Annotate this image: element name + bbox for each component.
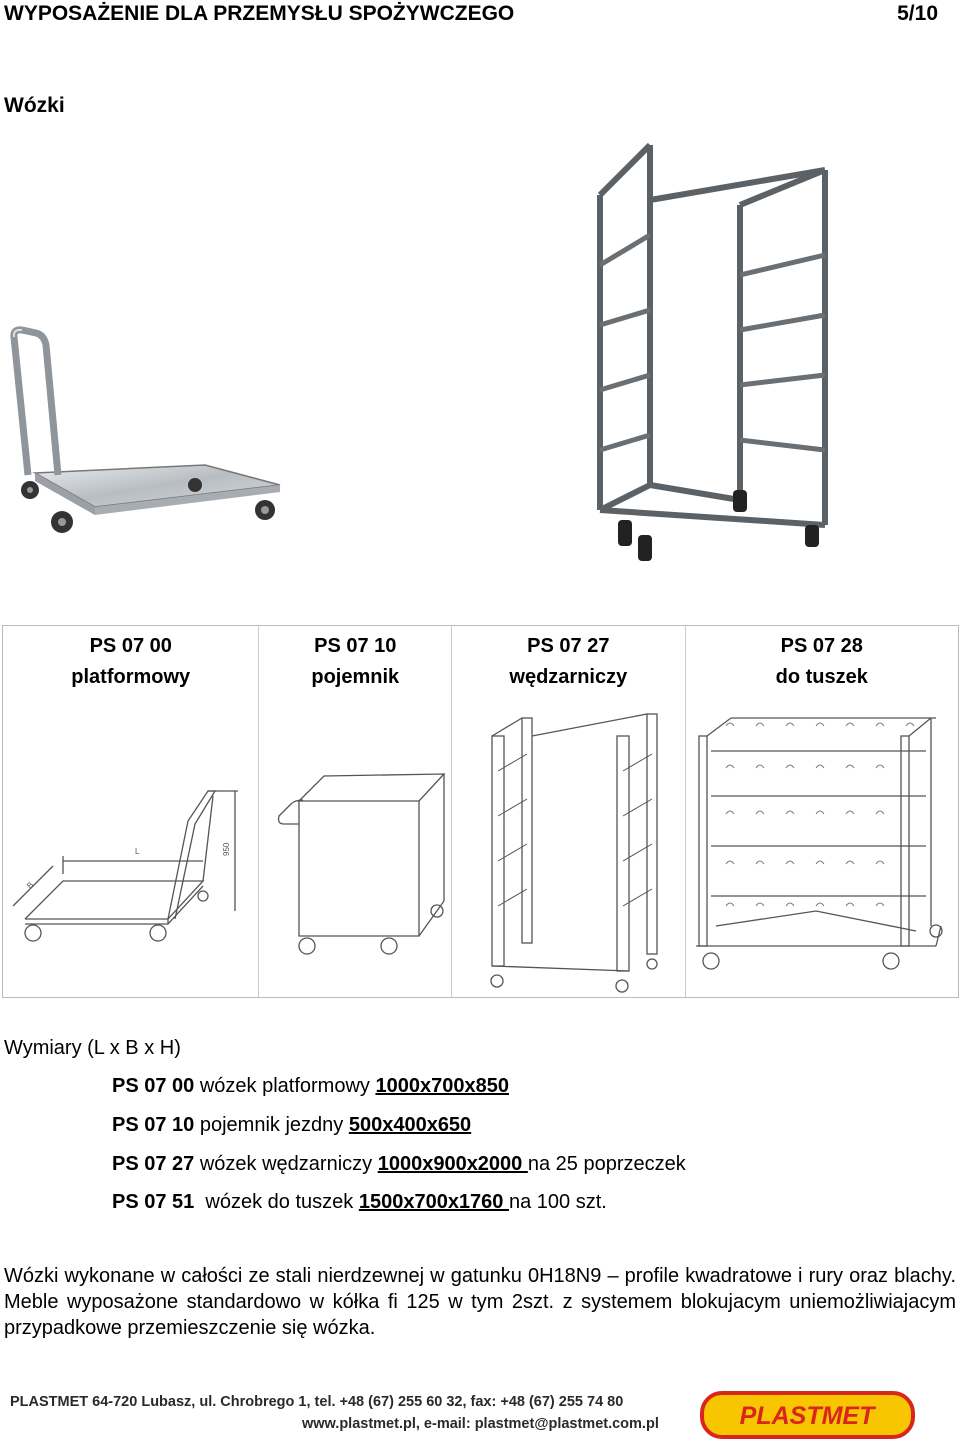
plastmet-logo[interactable] (700, 1390, 915, 1440)
dimension-desc: pojemnik jezdny (194, 1114, 349, 1136)
product-cell-platform (3, 626, 259, 997)
footer-web-link[interactable]: www.plastmet.pl, e-mail: plastmet@plastmet.com.pl (302, 1416, 659, 1432)
dimension-desc: wózek do tuszek (194, 1191, 359, 1213)
section-title: Wózki (4, 94, 65, 117)
product-code: PS 07 27 (527, 635, 610, 657)
product-code: PS 07 10 (314, 635, 397, 657)
platform-trolley-drawing (3, 696, 260, 996)
dimension-extra: na 25 poprzeczek (527, 1153, 686, 1175)
product-cell-smokehouse (452, 626, 686, 997)
document-header-title: WYPOSAŻENIE DLA PRZEMYSŁU SPOŻYWCZEGO (4, 2, 515, 25)
product-name: wędzarniczy (509, 666, 628, 688)
dimension-line (112, 1191, 607, 1214)
dimension-desc: wózek platformowy (194, 1075, 376, 1097)
page-number: 5/10 (897, 2, 938, 25)
container-trolley-drawing (259, 696, 452, 996)
dimension-line (112, 1075, 509, 1098)
product-cell-carcass (686, 626, 958, 997)
dimension-extra: na 100 szt. (508, 1191, 607, 1213)
carcass-trolley-drawing (686, 696, 959, 996)
product-name: platformowy (71, 666, 191, 688)
dimension-code: PS 07 10 (112, 1114, 195, 1136)
dimension-size: 500x400x650 (348, 1114, 472, 1136)
product-cell-container (259, 626, 452, 997)
product-code: PS 07 00 (89, 635, 172, 657)
product-description: Wózki wykonane w całości ze stali nierdzewnej w gatunku 0H18N9 – profile kwadratowe i rury oraz blachy. Meble wyposażone standardowo w kółka fi 125 w tym 2szt. z systemem blokujacym uniemożliwiajacym przypadkowe przemieszczenie się wózka. (4, 1265, 956, 1339)
drawing-length-label: L (135, 847, 140, 856)
product-table (2, 625, 959, 998)
dimension-line (112, 1153, 686, 1176)
product-code: PS 07 28 (780, 635, 863, 657)
drawing-width-label: B (25, 880, 36, 891)
dimension-line (112, 1114, 471, 1137)
product-name: do tuszek (775, 666, 868, 688)
dimension-code: PS 07 27 (112, 1153, 195, 1175)
product-name: pojemnik (311, 666, 400, 688)
smokehouse-trolley-photo (590, 140, 840, 565)
drawing-height-label: 950 (222, 842, 231, 856)
footer-address: PLASTMET 64-720 Lubasz, ul. Chrobrego 1, tel. +48 (67) 255 60 32, fax: +48 (67) 255 74 80 (10, 1394, 624, 1410)
dimension-code: PS 07 00 (112, 1075, 195, 1097)
logo-text: PLASTMET (739, 1402, 875, 1430)
platform-trolley-photo (0, 325, 285, 540)
dimension-size: 1500x700x1760 (358, 1191, 509, 1213)
dimension-desc: wózek wędzarniczy (194, 1153, 378, 1175)
dimension-code: PS 07 51 (112, 1191, 195, 1213)
dimension-size: 1000x700x850 (375, 1075, 509, 1097)
smokehouse-trolley-drawing (452, 696, 686, 996)
dimensions-label: Wymiary (L x B x H) (4, 1037, 181, 1059)
dimension-size: 1000x900x2000 (377, 1153, 528, 1175)
